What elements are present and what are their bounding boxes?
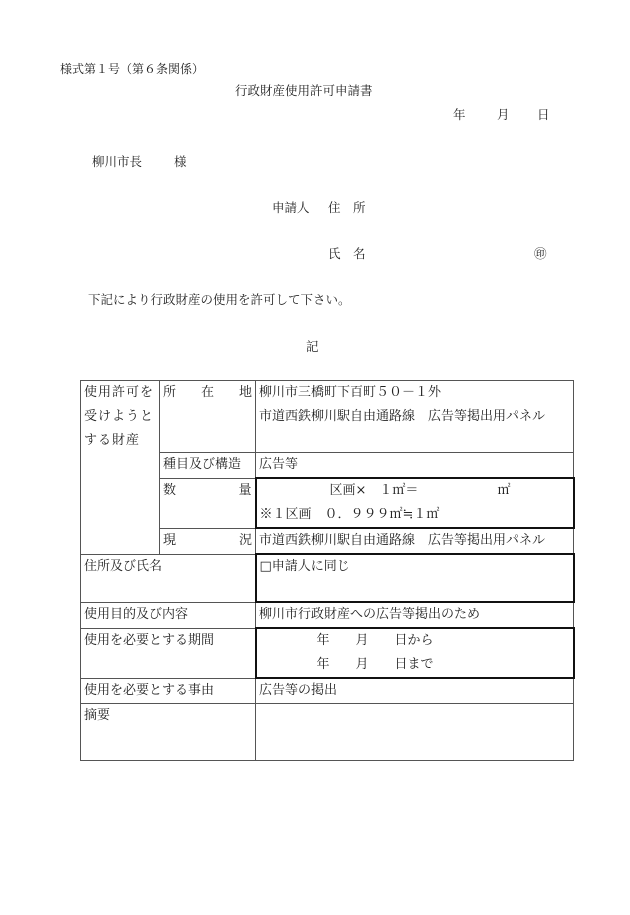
applicant-name-label: 氏 名 bbox=[328, 246, 366, 261]
quantity-input-cell[interactable] bbox=[256, 478, 574, 528]
quantity-label-part-2: 量 bbox=[238, 482, 252, 498]
purpose-value: 柳川市行政財産への広告等掲出のため bbox=[256, 602, 574, 628]
property-label: 使用許可を 受けようと する財産 bbox=[84, 385, 155, 448]
remarks-value[interactable] bbox=[256, 704, 574, 761]
location-value: 柳川市三橋町下百町５０－１外 市道西鉄柳川駅自由通路線 広告等掲出用パネル bbox=[259, 385, 546, 424]
location-label-part-2: 在 bbox=[200, 385, 214, 400]
purpose-label: 使用目的及び内容 bbox=[81, 602, 256, 628]
reason-value: 広告等の掲出 bbox=[256, 678, 574, 704]
location-label bbox=[163, 381, 252, 405]
date-month-label: 月 bbox=[497, 107, 510, 122]
status-label-part-2: 況 bbox=[238, 532, 252, 548]
address-name-label: 住所及び氏名 bbox=[81, 554, 256, 602]
form-number: 様式第１号（第６条関係） bbox=[60, 62, 205, 76]
quantity-note: ※１区画 ０．９９９㎡≒１㎡ bbox=[259, 507, 440, 522]
reason-label: 使用を必要とする事由 bbox=[81, 678, 256, 704]
address-name-value[interactable]: □申請人に同じ bbox=[256, 554, 574, 602]
quantity-label bbox=[163, 479, 252, 503]
period-input-cell[interactable] bbox=[256, 628, 574, 678]
quantity-formula: 区画× １㎡＝ bbox=[329, 483, 419, 498]
period-end: 年 月 日まで bbox=[316, 657, 434, 672]
quantity-label-part-1: 数 bbox=[163, 482, 177, 498]
addressee-suffix: 様 bbox=[174, 154, 187, 169]
remarks-label: 摘要 bbox=[81, 704, 256, 761]
quantity-label-cell bbox=[160, 478, 256, 528]
document-title: 行政財産使用許可申請書 bbox=[235, 83, 373, 98]
application-table bbox=[80, 380, 575, 761]
period-start: 年 月 日から bbox=[316, 633, 434, 648]
quantity-unit: ㎡ bbox=[497, 483, 511, 498]
property-label-cell bbox=[81, 381, 160, 555]
seal-mark: ㊞ bbox=[534, 246, 547, 261]
location-label-cell bbox=[160, 381, 256, 453]
status-label bbox=[163, 529, 252, 553]
location-label-part-1: 所 bbox=[163, 385, 177, 400]
period-label: 使用を必要とする期間 bbox=[81, 628, 256, 678]
applicant-address-label: 住 所 bbox=[328, 200, 366, 215]
applicant-label: 申請人 bbox=[272, 200, 310, 215]
status-value: 市道西鉄柳川駅自由通路線 広告等掲出用パネル bbox=[256, 528, 574, 554]
type-value: 広告等 bbox=[256, 453, 574, 479]
date-day-label: 日 bbox=[537, 107, 550, 122]
date-year-label: 年 bbox=[453, 107, 466, 122]
status-label-cell bbox=[160, 528, 256, 554]
location-label-part-3: 地 bbox=[238, 385, 252, 400]
location-value-cell bbox=[256, 381, 574, 453]
type-label: 種目及び構造 bbox=[160, 453, 256, 479]
note-heading: 記 bbox=[306, 339, 319, 354]
status-label-part-1: 現 bbox=[163, 532, 177, 548]
request-text: 下記により行政財産の使用を許可して下さい。 bbox=[88, 292, 351, 307]
addressee: 柳川市長 bbox=[92, 154, 143, 169]
